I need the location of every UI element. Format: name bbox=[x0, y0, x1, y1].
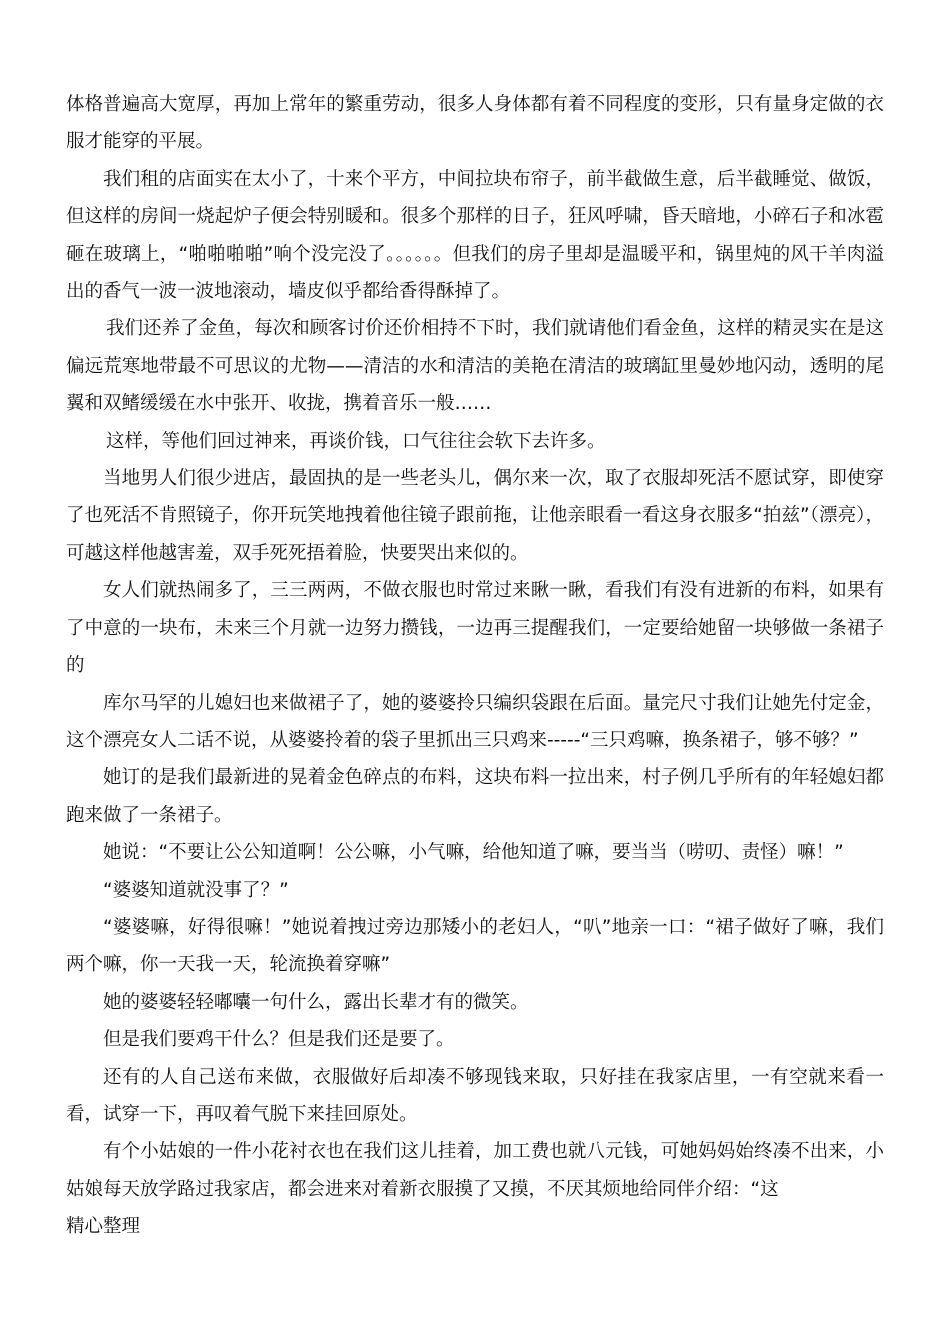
paragraph-9: 她说：“不要让公公知道啊！公公嘛，小气嘛，给他知道了嘛，要当当（唠叨、责怪）嘛！” bbox=[103, 842, 844, 864]
paragraph-10: “婆婆知道就没事了？” bbox=[103, 879, 289, 901]
paragraph-11: “婆婆嘛，好得很嘛！”她说着拽过旁边那矮小的老妇人，“叭”地亲一口：“裙子做好了嘛，我们两个嘛，你一天我一天，轮流换着穿嘛” bbox=[66, 916, 884, 976]
paragraph-7: 库尔马罕的儿媳妇也来做裙子了，她的婆婆拎只编织袋跟在后面。量完尺寸我们让她先付定金，这个漂亮女人二话不说，从婆婆拎着的袋子里抓出三只鸡来-----“三只鸡嘛，换条裙子，够不够？” bbox=[66, 692, 884, 751]
paragraph-3: 我们还养了金鱼，每次和顾客讨价还价相持不下时，我们就请他们看金鱼，这样的精灵实在是这偏远荒寒地带最不可思议的尤物——清洁的水和清洁的美艳在清洁的玻璃缸里曼妙地闪动，透明的尾翼和双鳍缓缓在水中张开、收拢，携着音乐一般…… bbox=[66, 318, 884, 415]
paragraph-2: 我们租的店面实在太小了，十来个平方，中间拉块布帘子，前半截做生意，后半截睡觉、做饭，但这样的房间一烧起炉子便会特别暖和。很多个那样的日子，狂风呼啸，昏天暗地，小碎石子和冰雹砸在玻璃上，“啪啪啪啪”响个没完没了。。。。。。但我们的房子里却是温暖平和，锅里炖的风干羊肉溢出的香气一波一波地滚动，墙皮似乎都给香得酥掉了。 bbox=[66, 168, 884, 303]
paragraph-6: 女人们就热闹多了，三三两两，不做衣服也时常过来瞅一瞅，看我们有没有进新的布料，如果有了中意的一块布，未来三个月就一边努力攒钱，一边再三提醒我们，一定要给她留一块够做一条裙子的 bbox=[66, 580, 884, 677]
paragraph-13: 但是我们要鸡干什么？但是我们还是要了。 bbox=[103, 1029, 455, 1051]
footer-text: 精心整理 bbox=[66, 1216, 141, 1238]
paragraph-4: 这样，等他们回过神来，再谈价钱，口气往往会软下去许多。 bbox=[106, 430, 606, 452]
paragraph-14: 还有的人自己送布来做，衣服做好后却凑不够现钱来取，只好挂在我家店里，一有空就来看一看，试穿一下，再叹着气脱下来挂回原处。 bbox=[66, 1066, 884, 1125]
paragraph-5: 当地男人们很少进店，最固执的是一些老头儿，偶尔来一次，取了衣服却死活不愿试穿，即使穿了也死活不肯照镜子，你开玩笑地拽着他往镜子跟前拖，让他亲眼看一看这身衣服多“拍兹”（漂亮），可越这样他越害羞，双手死死捂着脸，快要哭出来似的。 bbox=[66, 468, 884, 564]
paragraph-1: 体格普遍高大宽厚，再加上常年的繁重劳动，很多人身体都有着不同程度的变形，只有量身定做的衣服才能穿的平展。 bbox=[66, 94, 884, 153]
document-page bbox=[66, 86, 884, 1246]
paragraph-15: 有个小姑娘的一件小花衬衣也在我们这儿挂着，加工费也就八元钱，可她妈妈始终凑不出来，小姑娘每天放学路过我家店，都会进来对着新衣服摸了又摸，不厌其烦地给同伴介绍：“这 bbox=[66, 1141, 884, 1200]
paragraph-12: 她的婆婆轻轻嘟囔一句什么，露出长辈才有的微笑。 bbox=[103, 991, 529, 1013]
paragraph-8: 她订的是我们最新进的晃着金色碎点的布料，这块布料一拉出来，村子例几乎所有的年轻媳妇都跑来做了一条裙子。 bbox=[66, 767, 884, 826]
